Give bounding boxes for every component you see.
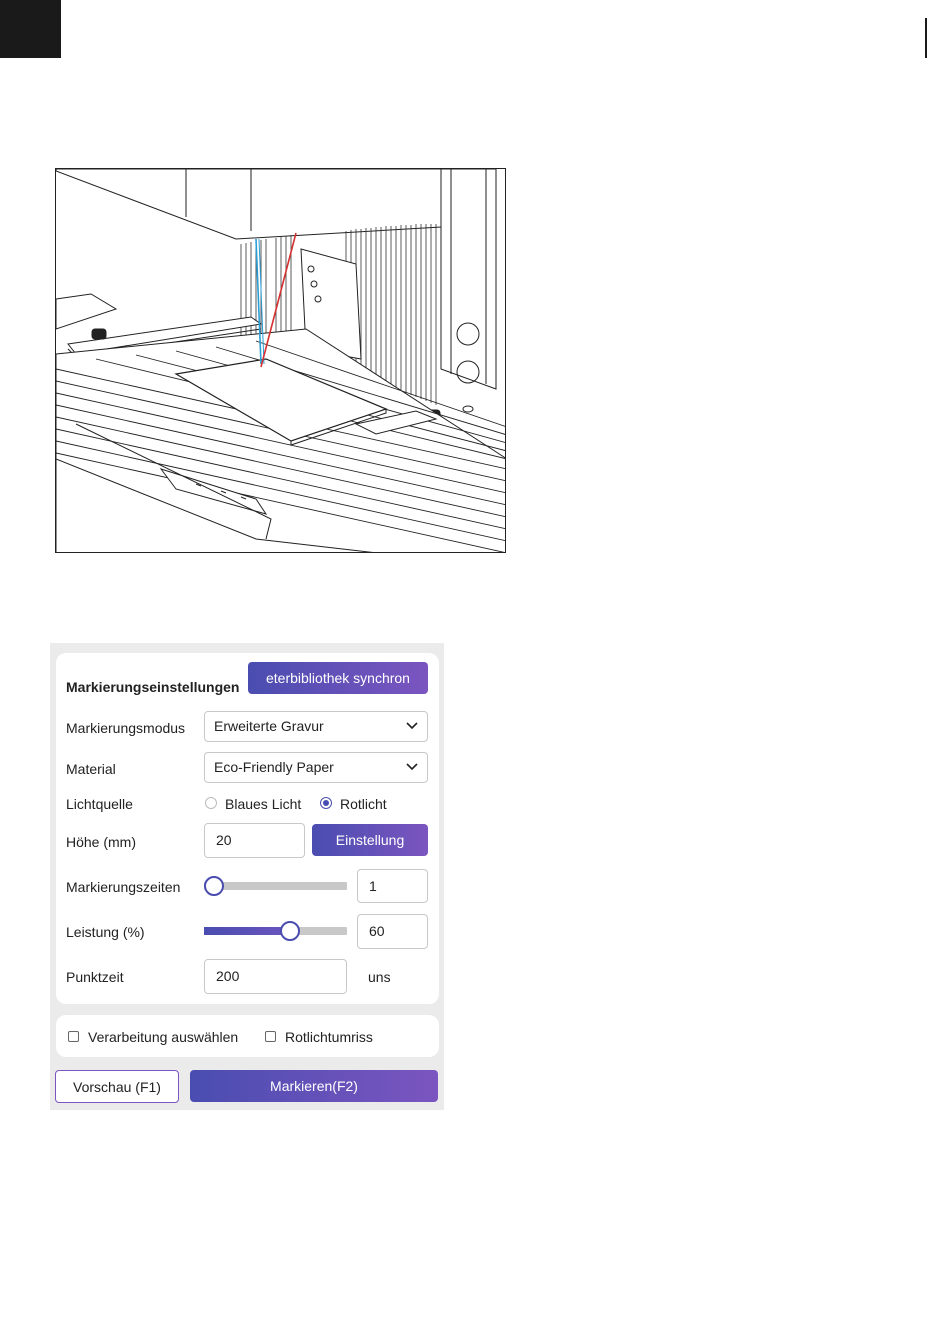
chevron-down-icon (405, 760, 419, 774)
radio-blue-light[interactable] (205, 797, 217, 809)
mark-times-slider-thumb[interactable] (204, 876, 224, 896)
options-card (56, 1015, 439, 1057)
mode-value: Erweiterte Gravur (214, 718, 324, 734)
height-input[interactable] (204, 823, 305, 858)
mark-times-slider[interactable] (204, 882, 347, 890)
mark-times-value: 1 (369, 878, 377, 894)
power-slider-fill (204, 927, 290, 935)
page-corner-tab (0, 0, 61, 58)
red-outline-label: Rotlichtumriss (285, 1029, 373, 1045)
mark-times-input[interactable] (357, 869, 428, 903)
dot-time-input[interactable] (204, 959, 347, 994)
dot-time-label: Punktzeit (66, 969, 124, 985)
dot-time-value: 200 (216, 968, 240, 984)
material-label: Material (66, 761, 116, 777)
dot-time-unit: uns (368, 969, 391, 985)
mode-label: Markierungsmodus (66, 720, 186, 736)
red-outline-checkbox[interactable] (265, 1031, 276, 1042)
power-slider[interactable] (204, 927, 347, 935)
power-input[interactable] (357, 914, 428, 949)
mark-times-label: Markierungszeiten (66, 879, 181, 895)
material-value: Eco-Friendly Paper (214, 759, 334, 775)
material-select[interactable] (204, 752, 428, 783)
settings-card (56, 653, 439, 1004)
select-processing-label: Verarbeitung auswählen (88, 1029, 239, 1045)
power-value: 60 (369, 923, 385, 939)
settings-button[interactable]: Einstellung (312, 824, 428, 856)
power-label: Leistung (%) (66, 924, 145, 940)
light-source-label: Lichtquelle (66, 796, 133, 812)
sync-library-button[interactable]: eterbibliothek synchron (248, 662, 428, 694)
mark-button[interactable]: Markieren(F2) (190, 1070, 438, 1102)
chevron-down-icon (405, 719, 419, 733)
mode-select[interactable] (204, 711, 428, 742)
blue-light-label: Blaues Licht (225, 796, 302, 812)
select-processing-checkbox[interactable] (68, 1031, 79, 1042)
radio-red-light[interactable] (320, 797, 332, 809)
page-edge-mark (925, 18, 927, 58)
preview-button[interactable]: Vorschau (F1) (55, 1070, 179, 1103)
panel-title: Markierungseinstellungen (66, 679, 240, 695)
power-slider-thumb[interactable] (280, 921, 300, 941)
height-value: 20 (216, 832, 232, 848)
red-light-label: Rotlicht (340, 796, 387, 812)
marking-settings-panel (50, 643, 444, 1110)
engraver-illustration (55, 168, 506, 553)
height-label: Höhe (mm) (66, 834, 137, 850)
